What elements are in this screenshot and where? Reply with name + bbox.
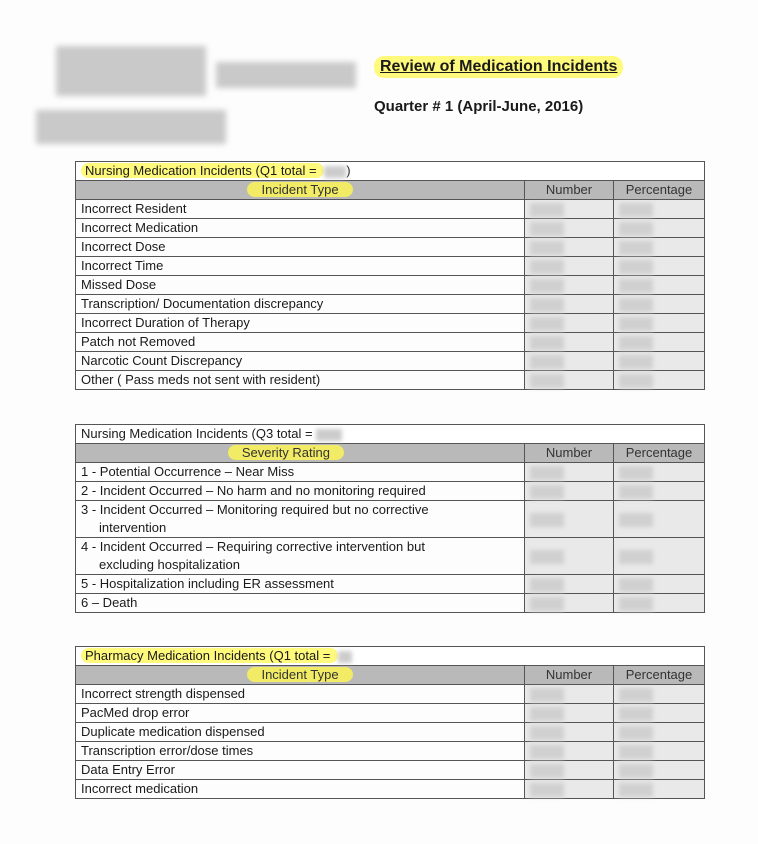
table-row — [76, 704, 705, 723]
table3-number-header: Number — [525, 666, 614, 685]
redacted-number — [525, 780, 614, 799]
redacted-number — [525, 501, 614, 538]
table-row — [76, 723, 705, 742]
table-row — [76, 333, 705, 352]
row-label: Incorrect Medication — [76, 219, 525, 238]
redacted-percentage — [614, 685, 705, 704]
severity-line: 4 - Incident Occurred – Requiring corrective intervention but — [81, 539, 425, 554]
redacted-percentage — [614, 742, 705, 761]
row-label: Data Entry Error — [76, 761, 525, 780]
document-subtitle: Quarter # 1 (April-June, 2016) — [374, 98, 584, 115]
row-label: Incorrect Time — [76, 257, 525, 276]
redacted-number — [525, 594, 614, 613]
table-row — [76, 685, 705, 704]
row-label: Patch not Removed — [76, 333, 525, 352]
table-row — [76, 352, 705, 371]
redacted-number — [525, 314, 614, 333]
redacted-percentage — [614, 219, 705, 238]
severity-line-continued: excluding hospitalization — [99, 557, 240, 572]
table1-percentage-header: Percentage — [614, 181, 705, 200]
table-row — [76, 761, 705, 780]
table2-number-header: Number — [525, 444, 614, 463]
row-label: Incorrect Duration of Therapy — [76, 314, 525, 333]
severity-line: 2 - Incident Occurred – No harm and no monitoring required — [81, 483, 426, 498]
severity-line: 5 - Hospitalization including ER assessment — [81, 576, 334, 591]
table-row — [76, 463, 705, 482]
row-label: Transcription error/dose times — [76, 742, 525, 761]
redacted-number — [525, 257, 614, 276]
table3-percentage-header: Percentage — [614, 666, 705, 685]
redacted-percentage — [614, 538, 705, 575]
table1-type-header: Incident Type — [76, 181, 525, 200]
table1-number-header: Number — [525, 181, 614, 200]
redacted-percentage — [614, 333, 705, 352]
table2-caption — [76, 425, 705, 444]
table-row — [76, 257, 705, 276]
redacted-logo — [36, 36, 366, 152]
table-row — [76, 295, 705, 314]
redacted-percentage — [614, 257, 705, 276]
severity-line-continued: intervention — [99, 520, 167, 535]
severity-line: 3 - Incident Occurred – Monitoring required but no corrective — [81, 502, 429, 517]
redacted-percentage — [614, 575, 705, 594]
table-row — [76, 219, 705, 238]
redacted-percentage — [614, 723, 705, 742]
table2-percentage-header: Percentage — [614, 444, 705, 463]
redacted-number — [525, 482, 614, 501]
table3-caption — [76, 647, 705, 666]
table-row — [76, 314, 705, 333]
redacted-percentage — [614, 314, 705, 333]
pharmacy-incident-type-table — [75, 646, 705, 799]
redacted-number — [525, 538, 614, 575]
redacted-total — [338, 651, 352, 663]
redacted-number — [525, 276, 614, 295]
redacted-number — [525, 352, 614, 371]
redacted-number — [525, 761, 614, 780]
redacted-percentage — [614, 780, 705, 799]
redacted-percentage — [614, 482, 705, 501]
table-row — [76, 538, 705, 575]
redacted-percentage — [614, 501, 705, 538]
table-row — [76, 594, 705, 613]
severity-label — [76, 501, 525, 538]
severity-label — [76, 575, 525, 594]
row-label: Narcotic Count Discrepancy — [76, 352, 525, 371]
table1-caption — [76, 162, 705, 181]
redacted-percentage — [614, 761, 705, 780]
table-row — [76, 742, 705, 761]
severity-label — [76, 538, 525, 575]
redacted-percentage — [614, 295, 705, 314]
nursing-incident-type-table — [75, 161, 705, 390]
redacted-number — [525, 685, 614, 704]
redacted-number — [525, 295, 614, 314]
row-label: Incorrect medication — [76, 780, 525, 799]
severity-line: 6 – Death — [81, 595, 138, 610]
table-row — [76, 371, 705, 390]
row-label: Duplicate medication dispensed — [76, 723, 525, 742]
redacted-number — [525, 200, 614, 219]
redacted-total — [316, 429, 342, 441]
document-title: Review of Medication Incidents — [374, 56, 623, 78]
redacted-percentage — [614, 276, 705, 295]
table2-severity-header: Severity Rating — [76, 444, 525, 463]
table1-caption-text: Nursing Medication Incidents (Q1 total = — [81, 163, 324, 178]
redacted-percentage — [614, 238, 705, 257]
redacted-number — [525, 219, 614, 238]
table-row — [76, 575, 705, 594]
table-row — [76, 276, 705, 295]
redacted-number — [525, 333, 614, 352]
redacted-number — [525, 704, 614, 723]
redacted-total — [324, 166, 346, 178]
row-label: Incorrect Resident — [76, 200, 525, 219]
redacted-number — [525, 742, 614, 761]
redacted-number — [525, 463, 614, 482]
row-label: Other ( Pass meds not sent with resident) — [76, 371, 525, 390]
redacted-percentage — [614, 594, 705, 613]
table1-caption-end: ) — [346, 163, 351, 178]
table2-caption-text: Nursing Medication Incidents (Q3 total = — [81, 426, 317, 441]
redacted-percentage — [614, 463, 705, 482]
table-row — [76, 200, 705, 219]
redacted-number — [525, 238, 614, 257]
severity-line: 1 - Potential Occurrence – Near Miss — [81, 464, 295, 479]
severity-label — [76, 463, 525, 482]
redacted-percentage — [614, 371, 705, 390]
severity-label — [76, 594, 525, 613]
row-label: Transcription/ Documentation discrepancy — [76, 295, 525, 314]
redacted-percentage — [614, 200, 705, 219]
redacted-number — [525, 575, 614, 594]
redacted-number — [525, 371, 614, 390]
table-row — [76, 501, 705, 538]
table-row — [76, 780, 705, 799]
row-label: Incorrect strength dispensed — [76, 685, 525, 704]
row-label: PacMed drop error — [76, 704, 525, 723]
row-label: Incorrect Dose — [76, 238, 525, 257]
redacted-percentage — [614, 704, 705, 723]
table-row — [76, 482, 705, 501]
table3-type-header: Incident Type — [76, 666, 525, 685]
redacted-number — [525, 723, 614, 742]
table3-caption-text: Pharmacy Medication Incidents (Q1 total = — [81, 648, 338, 663]
table-row — [76, 238, 705, 257]
nursing-severity-table — [75, 424, 705, 613]
row-label: Missed Dose — [76, 276, 525, 295]
severity-label — [76, 482, 525, 501]
redacted-percentage — [614, 352, 705, 371]
